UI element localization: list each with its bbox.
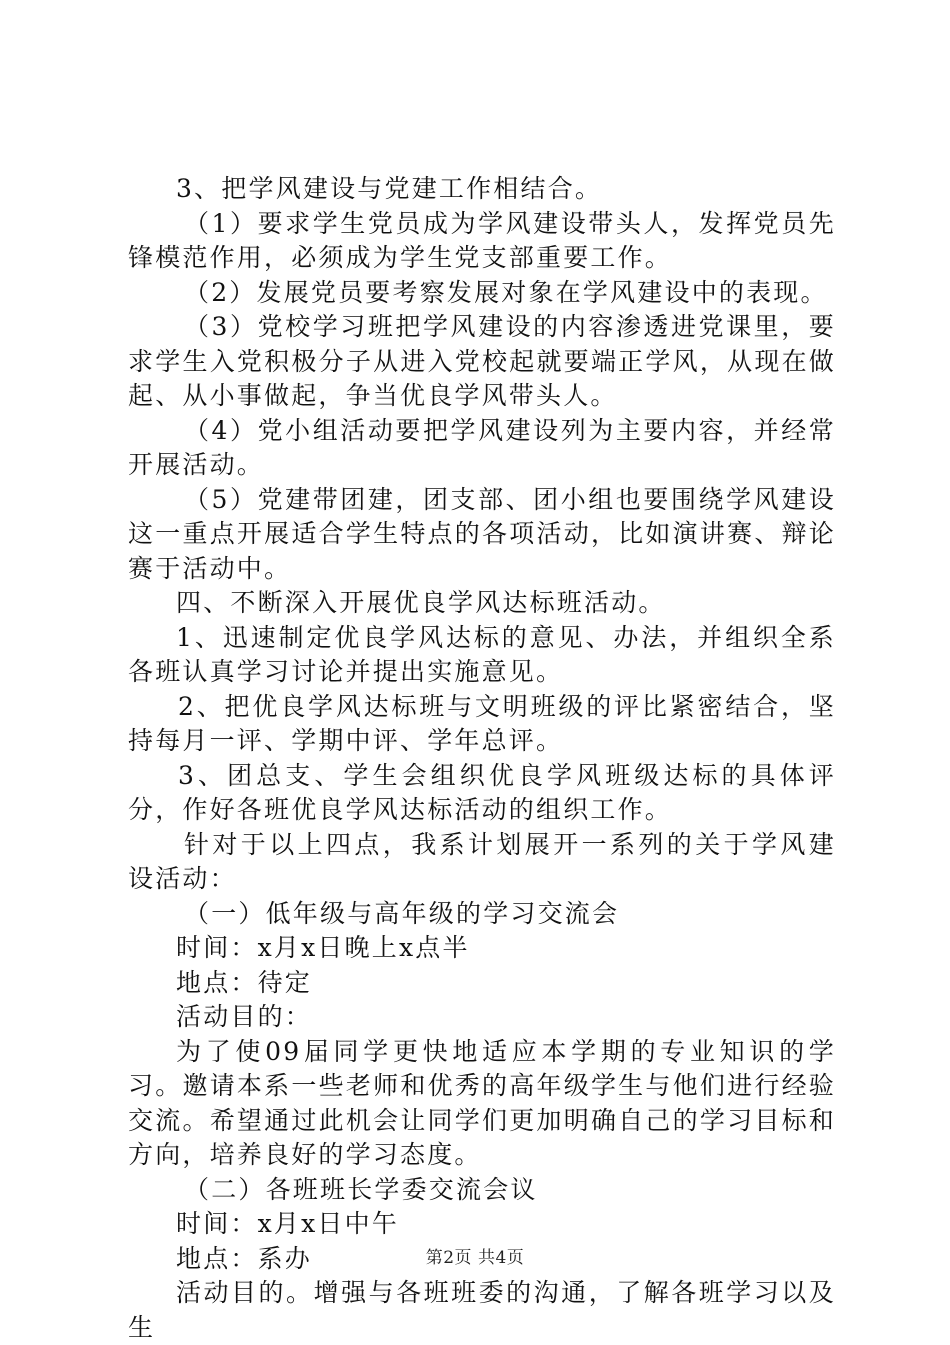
- paragraph: 3、把学风建设与党建工作相结合。: [176, 174, 603, 203]
- paragraph: （2）发展党员要考察发展对象在学风建设中的表现。: [184, 277, 828, 307]
- paragraph: （3）党校学习班把学风建设的内容渗透进党课里，要求学生入党积极分子从进入党校起就要端正学风，从现在做起、从小事做起，争当优良学风带头人。: [128, 312, 836, 410]
- paragraph: 针对于以上四点，我系计划展开一系列的关于学风建设活动：: [128, 829, 836, 893]
- paragraph: 四、不断深入开展优良学风达标班活动。: [176, 588, 666, 617]
- paragraph: （5）党建带团建，团支部、团小组也要围绕学风建设这一重点开展适合学生特点的各项活动，比如演讲赛、辩论赛于活动中。: [128, 484, 836, 583]
- paragraph: （4）党小组活动要把学风建设列为主要内容，并经常开展活动。: [128, 415, 836, 479]
- paragraph: 地点：系办: [176, 1243, 313, 1273]
- paragraph: 2、把优良学风达标班与文明班级的评比紧密结合，坚持每月一评、学期中评、学年总评。: [128, 691, 836, 755]
- paragraph: （二）各班班长学委交流会议: [184, 1174, 538, 1204]
- paragraph: 地点：待定: [176, 967, 313, 997]
- paragraph: 1、迅速制定优良学风达标的意见、办法，并组织全系各班认真学习讨论并提出实施意见。: [128, 622, 836, 686]
- paragraph: 时间：x月x日晚上x点半: [176, 933, 470, 962]
- page-number-footer: 第2页 共4页: [425, 1248, 525, 1268]
- paragraph: （一）低年级与高年级的学习交流会: [184, 898, 620, 928]
- paragraph: 活动目的。增强与各班班委的沟通，了解各班学习以及生: [128, 1278, 836, 1342]
- paragraph: 为了使09届同学更快地适应本学期的专业知识的学习。邀请本系一些老师和优秀的高年级学生与他们进行经验交流。希望通过此机会让同学们更加明确自己的学习目标和方向，培养良好的学习态度。: [128, 1036, 836, 1169]
- paragraph: 时间：x月x日中午: [176, 1209, 399, 1238]
- paragraph: 3、团总支、学生会组织优良学风班级达标的具体评分，作好各班优良学风达标活动的组织工作。: [128, 760, 836, 824]
- document-body: [128, 172, 836, 1345]
- paragraph: （1）要求学生党员成为学风建设带头人，发挥党员先锋模范作用，必须成为学生党支部重要工作。: [128, 208, 836, 272]
- paragraph: 活动目的：: [176, 1002, 313, 1031]
